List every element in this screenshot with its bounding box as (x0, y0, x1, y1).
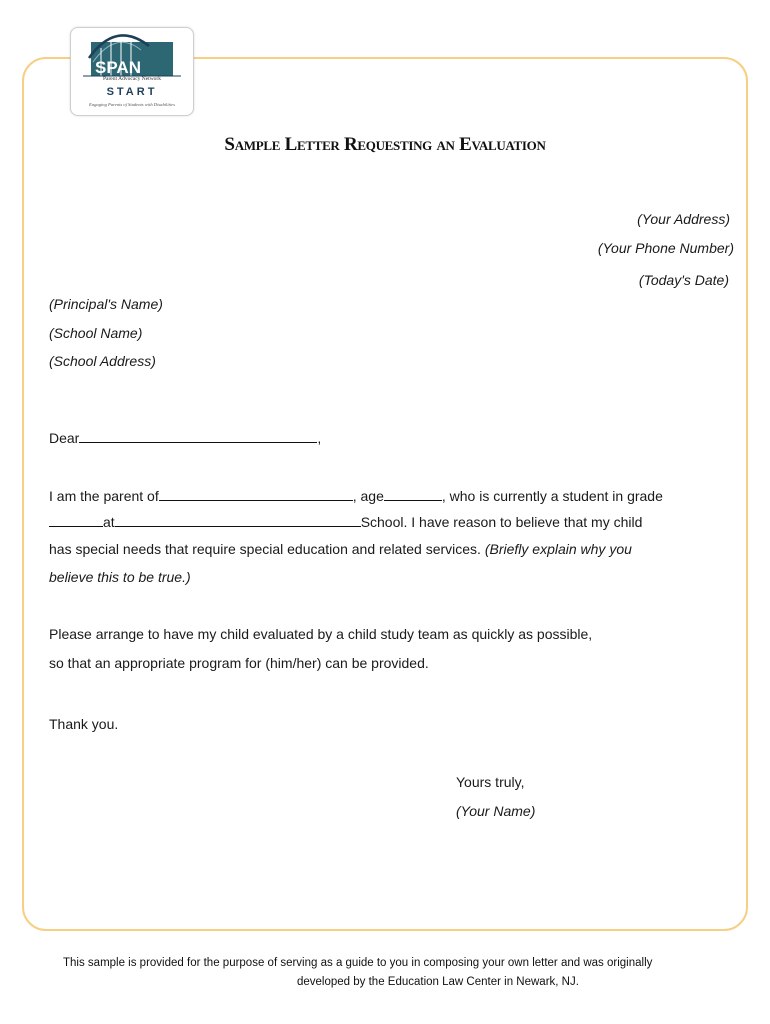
p1-explain-note: (Briefly explain why you (484, 541, 632, 557)
logo-network-text: Parent Advocacy Network (102, 76, 162, 82)
school-address: (School Address) (49, 353, 156, 369)
grade-blank (49, 512, 103, 527)
paragraph-1-line-1 (49, 486, 663, 504)
paragraph-1-line-2 (49, 512, 642, 530)
thank-you-text: Thank you. (49, 716, 119, 732)
salutation-comma: , (317, 430, 322, 446)
paragraph-2-line-1: Please arrange to have my child evaluated by a child study team as quickly as possible, (49, 626, 593, 642)
p1-text-b: , age (352, 488, 384, 504)
principal-name: (Principal's Name) (49, 296, 163, 312)
letter-title: Sample Letter Requesting an Evaluation (224, 134, 546, 155)
school-blank (115, 512, 361, 527)
p1-text-a: I am the parent of (49, 488, 159, 504)
salutation-text: Dear (49, 430, 80, 446)
sender-phone: (Your Phone Number) (597, 240, 734, 256)
p1-text-c: , who is currently a student in grade (441, 488, 663, 504)
school-name: (School Name) (49, 325, 143, 341)
p1-text-needs: has special needs that require special education and related services. (49, 541, 481, 557)
footer-line-2: developed by the Education Law Center in Newark, NJ. (297, 976, 579, 988)
paragraph-1-line-4: believe this to be true.) (49, 569, 191, 585)
p1-text-school: School. I have reason to believe that my child (360, 514, 643, 530)
footer-line-1: This sample is provided for the purpose of serving as a guide to you in composing your own letter and was originally (63, 957, 653, 969)
signature-placeholder: (Your Name) (456, 803, 536, 819)
sender-address: (Your Address) (637, 211, 730, 227)
age-blank (384, 486, 442, 501)
logo-brand-text: SPAN (95, 58, 141, 77)
letter-date: (Today's Date) (638, 272, 729, 288)
child-name-blank (159, 486, 353, 501)
recipient-blank (79, 428, 317, 443)
span-start-logo (70, 27, 194, 116)
logo-tagline-text: Engaging Parents of Students with Disabilities (89, 102, 175, 107)
salutation-line (49, 428, 321, 446)
paragraph-1-line-3 (49, 541, 632, 557)
p1-text-at: at (103, 514, 115, 530)
paragraph-2-line-2: so that an appropriate program for (him/her) can be provided. (49, 655, 429, 671)
logo-program-text: START (106, 86, 158, 98)
closing-text: Yours truly, (456, 774, 525, 790)
